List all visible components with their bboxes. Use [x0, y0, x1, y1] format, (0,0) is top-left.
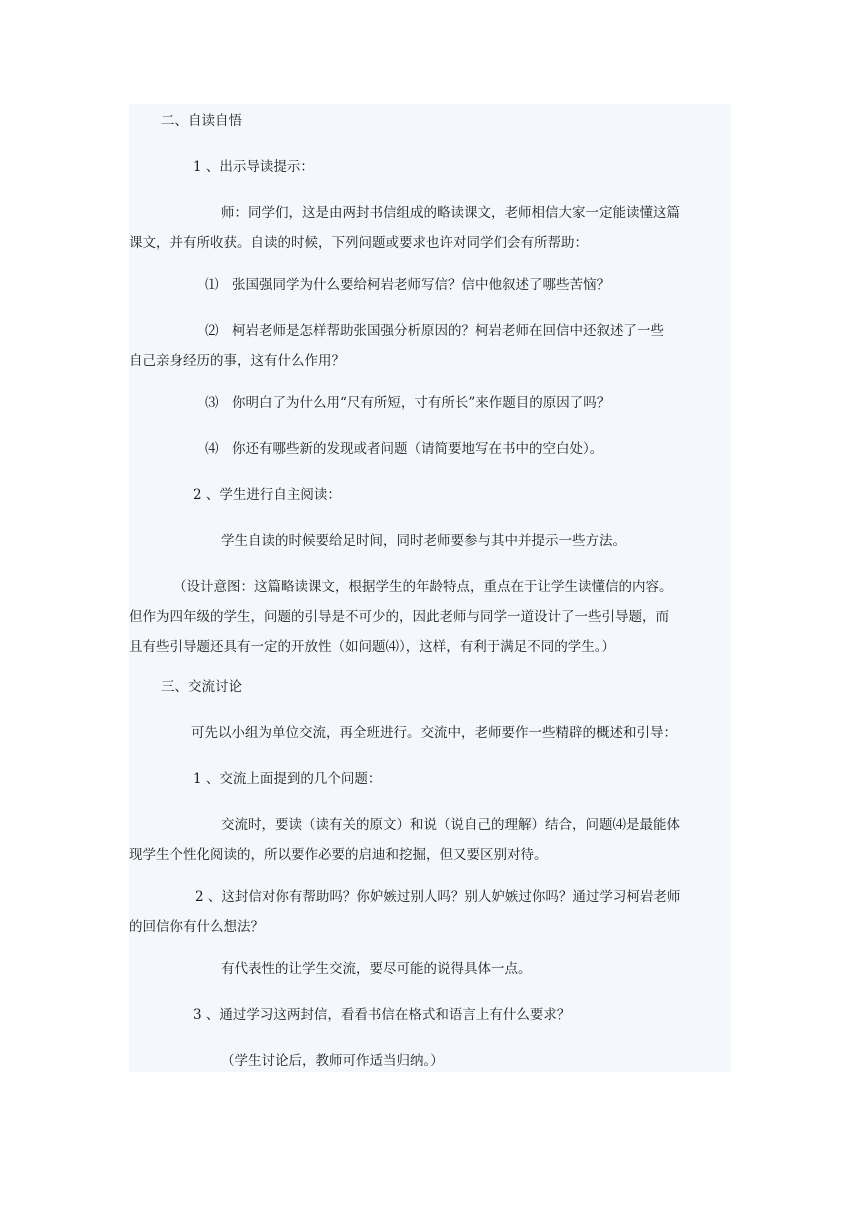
paragraph-line: 现学生个性化阅读的，所以要作必要的启迪和挖掘，但又要区别对待。 — [129, 847, 548, 863]
question-1: ⑴ 张国强同学为什么要给柯岩老师写信？信中他叙述了哪些苦恼？ — [205, 277, 610, 293]
item-self-reading: 2 、学生进行自主阅读： — [193, 487, 341, 503]
paragraph-line: （设计意图：这篇略读课文，根据学生的年龄特点，重点在于让学生读懂信的内容。 — [173, 579, 673, 595]
paragraph-group-exchange: 可先以小组为单位交流，再全班进行。交流中，老师要作一些精辟的概述和引导： — [191, 725, 677, 741]
section-heading-discussion: 三、交流讨论 — [161, 679, 242, 695]
item-letter-format: 3 、通过学习这两封信，看看书信在格式和语言上有什么要求？ — [193, 1007, 571, 1023]
paragraph-line: ⑵ 柯岩老师是怎样帮助张国强分析原因的？柯岩老师在回信中还叙述了一些 — [205, 323, 664, 339]
paragraph-line: 2 、这封信对你有帮助吗？你妒嫉过别人吗？别人妒嫉过你吗？通过学习柯岩老师 — [195, 889, 681, 905]
paragraph-summary-note: （学生讨论后，教师可作适当归纳。） — [221, 1053, 444, 1069]
paragraph-reading-time: 学生自读的时候要给足时间，同时老师要参与其中并提示一些方法。 — [221, 533, 626, 549]
question-3: ⑶ 你明白了为什么用“尺有所短，寸有所长”来作题目的原因了吗？ — [205, 395, 611, 411]
question-4: ⑷ 你还有哪些新的发现或者问题（请简要地写在书中的空白处）。 — [205, 441, 604, 457]
paragraph-design-intent — [129, 572, 731, 662]
paragraph-line: 的回信你有什么想法？ — [129, 919, 264, 935]
paragraph-line: 且有些引导题还具有一定的开放性（如问题⑷），这样，有利于满足不同的学生。） — [129, 639, 615, 655]
paragraph-teacher-intro — [129, 198, 731, 258]
item-guide-prompt: 1 、出示导读提示： — [193, 159, 314, 175]
paragraph-line: 自己亲身经历的事，这有什么作用？ — [129, 353, 345, 369]
item-exchange-questions: 1 、交流上面提到的几个问题： — [193, 771, 382, 787]
paragraph-representative: 有代表性的让学生交流，要尽可能的说得具体一点。 — [221, 961, 532, 977]
paragraph-line: 但作为四年级的学生，问题的引导是不可少的，因此老师与同学一道设计了一些引导题，而 — [129, 609, 669, 625]
section-heading-self-reading: 二、自读自悟 — [161, 113, 242, 129]
item-letter-helpful — [129, 882, 731, 942]
paragraph-line: 课文，并有所收获。自读的时候，下列问题或要求也许对同学们会有所帮助： — [129, 235, 588, 251]
paragraph-line: 交流时，要读（读有关的原文）和说（说自己的理解）结合，问题⑷是最能体 — [221, 817, 680, 833]
paragraph-line: 师：同学们，这是由两封书信组成的略读课文，老师相信大家一定能读懂这篇 — [221, 205, 680, 221]
question-2 — [129, 316, 731, 376]
paragraph-exchange-method — [129, 810, 731, 870]
